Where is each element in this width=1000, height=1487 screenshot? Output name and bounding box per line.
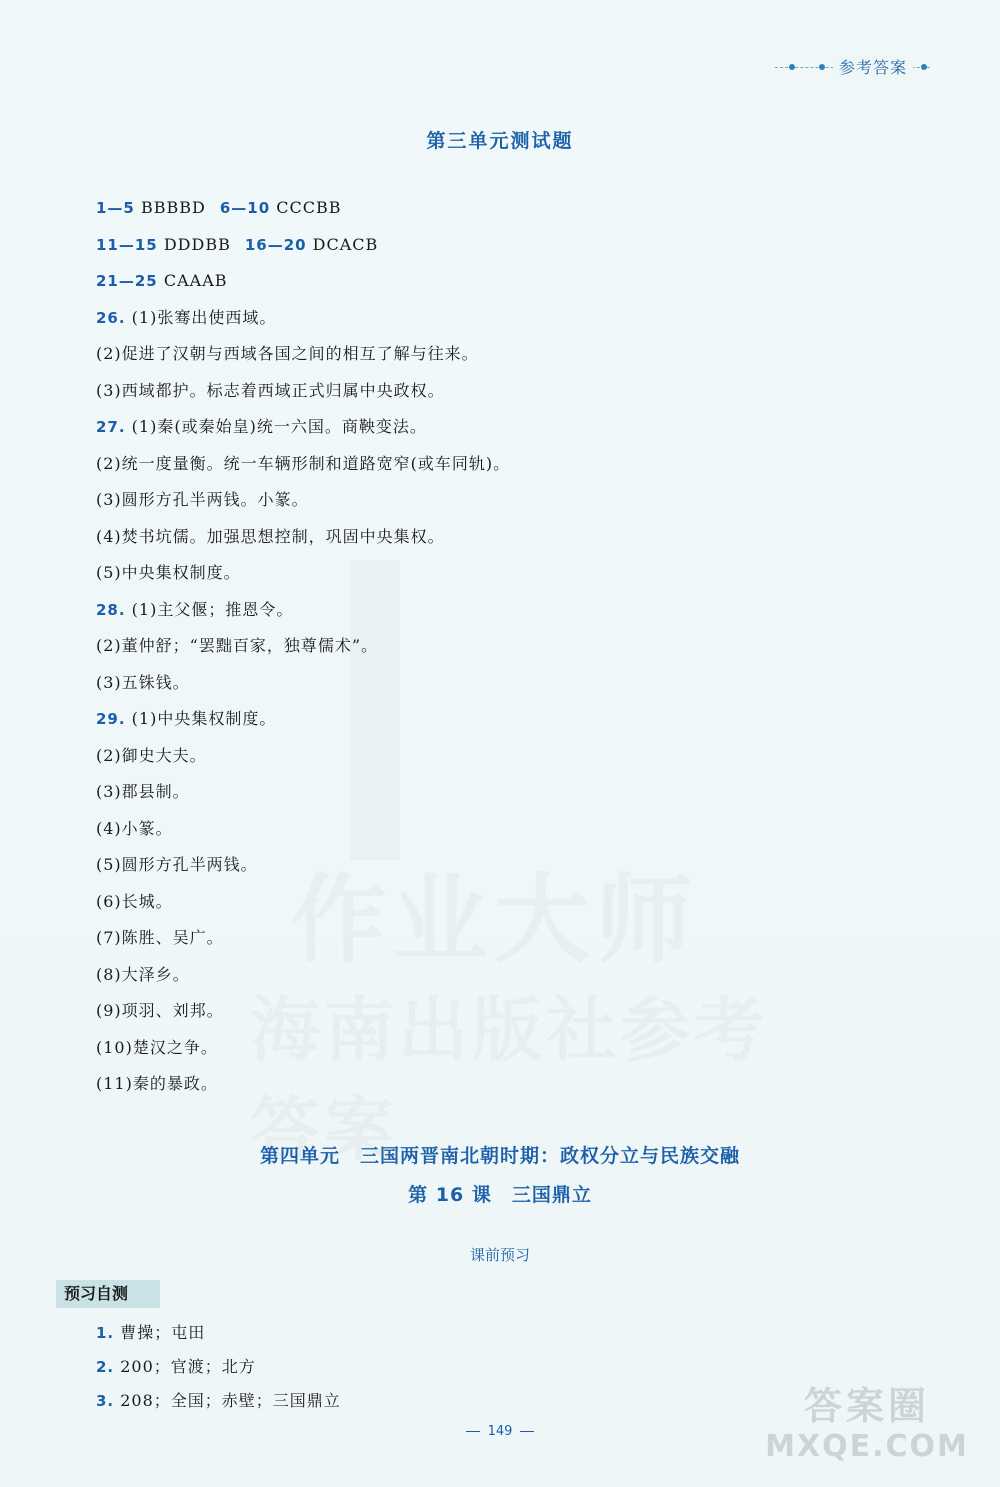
answer-text: (8)大泽乡。 bbox=[96, 964, 190, 984]
answer-text: (6)长城。 bbox=[96, 891, 173, 911]
answer-text: (3)圆形方孔半两钱。小篆。 bbox=[96, 490, 309, 509]
answer-line bbox=[96, 267, 896, 304]
answer-text: (5)中央集权制度。 bbox=[96, 563, 241, 582]
answer-text: CAAAB bbox=[157, 271, 228, 290]
answer-text: (5)圆形方孔半两钱。 bbox=[96, 855, 258, 874]
question-number: 28. bbox=[96, 600, 126, 619]
question-number: 11—15 bbox=[96, 235, 158, 254]
question-number: 21—25 bbox=[96, 272, 158, 290]
answer-text: DDDBB bbox=[157, 234, 231, 254]
question-number: 2. bbox=[96, 1358, 115, 1376]
answer-text: (4)小篆。 bbox=[96, 818, 173, 838]
badge-label: 参考答案 bbox=[833, 56, 913, 80]
answer-line bbox=[96, 377, 896, 414]
answer-line bbox=[96, 632, 896, 669]
unit3-title: 第三单元测试题 bbox=[426, 130, 574, 152]
site-logo-name: 答案圈 bbox=[803, 1384, 930, 1428]
answer-line bbox=[96, 340, 896, 377]
badge-dot-icon bbox=[921, 64, 927, 70]
answer-line bbox=[96, 523, 896, 560]
preview-answer-list bbox=[96, 1319, 341, 1421]
preview-heading: 课前预习 bbox=[469, 1246, 530, 1264]
answer-text: 200；官渡；北方 bbox=[114, 1357, 256, 1376]
answer-line bbox=[96, 669, 896, 706]
answer-line bbox=[96, 851, 896, 888]
question-number: 6—10 bbox=[219, 199, 271, 217]
site-logo bbox=[752, 1383, 982, 1473]
answer-line bbox=[96, 705, 896, 742]
answer-text: 曹操；屯田 bbox=[114, 1323, 206, 1342]
answer-text: (11)秦的暴政。 bbox=[96, 1074, 218, 1093]
answer-line bbox=[96, 1034, 896, 1071]
answer-text: (4)焚书坑儒。加强思想控制，巩固中央集权。 bbox=[96, 526, 445, 546]
question-number: 26. bbox=[96, 308, 126, 327]
answer-line bbox=[96, 596, 896, 633]
page-number-dash bbox=[466, 1431, 480, 1432]
answer-text: DCACB bbox=[306, 234, 379, 254]
answer-line bbox=[96, 194, 896, 231]
page-number-value: 149 bbox=[487, 1424, 513, 1439]
answer-line bbox=[96, 304, 896, 341]
answer-text: (9)项羽、刘邦。 bbox=[96, 1001, 224, 1020]
question-number: 29. bbox=[96, 710, 126, 728]
section-label: 预习自测 bbox=[56, 1280, 160, 1308]
lesson-title: 第 16 课 三国鼎立 bbox=[408, 1184, 592, 1206]
answer-text: (7)陈胜、吴广。 bbox=[96, 928, 224, 947]
answer-text: CCCBB bbox=[270, 198, 342, 217]
answer-text: (1)张骞出使西域。 bbox=[125, 307, 277, 327]
preview-answer-line bbox=[96, 1353, 341, 1387]
watermark-line-1: 作业大师 bbox=[290, 864, 698, 976]
badge-dot-icon bbox=[819, 64, 825, 70]
answer-line bbox=[96, 924, 896, 961]
site-logo-domain: MXQE.COM bbox=[765, 1429, 969, 1464]
question-number: 1—5 bbox=[96, 199, 135, 217]
answer-text: (3)郡县制。 bbox=[96, 782, 190, 801]
answer-line bbox=[96, 961, 896, 998]
answer-text: (2)统一度量衡。统一车辆形制和道路宽窄(或车同轨)。 bbox=[96, 453, 511, 473]
answer-text: (1)主父偃；推恩令。 bbox=[125, 599, 294, 619]
question-number: 1. bbox=[96, 1324, 115, 1342]
question-number: 16—20 bbox=[244, 235, 307, 254]
answer-text: (2)御史大夫。 bbox=[96, 745, 207, 765]
answer-line bbox=[96, 815, 896, 852]
answer-line bbox=[96, 231, 896, 268]
answer-line bbox=[96, 1070, 896, 1107]
answer-text: BBBBD bbox=[134, 198, 206, 217]
unit3-answer-list bbox=[96, 194, 896, 1107]
answer-text: (2)促进了汉朝与西域各国之间的相互了解与往来。 bbox=[96, 344, 479, 363]
answer-line bbox=[96, 486, 896, 523]
answer-line bbox=[96, 559, 896, 596]
question-number: 3. bbox=[96, 1392, 115, 1410]
answer-line bbox=[96, 413, 896, 450]
question-number: 27. bbox=[96, 418, 126, 436]
answer-text: 208；全国；赤壁；三国鼎立 bbox=[114, 1391, 341, 1410]
answer-line bbox=[96, 450, 896, 487]
answer-line bbox=[96, 742, 896, 779]
answer-line bbox=[96, 997, 896, 1034]
watermark-line-2: 海南出版社参考答案 bbox=[250, 989, 768, 1171]
unit4-title: 第四单元 三国两晋南北朝时期：政权分立与民族交融 bbox=[259, 1145, 740, 1167]
preview-answer-line bbox=[96, 1319, 341, 1353]
preview-answer-line bbox=[96, 1387, 341, 1421]
answer-text: (3)五铢钱。 bbox=[96, 672, 190, 692]
answer-text: (1)秦(或秦始皇)统一六国。商鞅变法。 bbox=[125, 417, 427, 436]
answer-text: (2)董仲舒；“罢黜百家，独尊儒术”。 bbox=[96, 636, 379, 655]
reference-answers-badge bbox=[775, 56, 930, 80]
page-number-dash bbox=[520, 1431, 534, 1432]
answer-text: (3)西域都护。标志着西域正式归属中央政权。 bbox=[96, 380, 445, 400]
answer-line bbox=[96, 778, 896, 815]
answer-text: (10)楚汉之争。 bbox=[96, 1037, 218, 1057]
answer-text: (1)中央集权制度。 bbox=[125, 709, 277, 728]
answer-line bbox=[96, 888, 896, 925]
badge-dot-icon bbox=[789, 64, 795, 70]
